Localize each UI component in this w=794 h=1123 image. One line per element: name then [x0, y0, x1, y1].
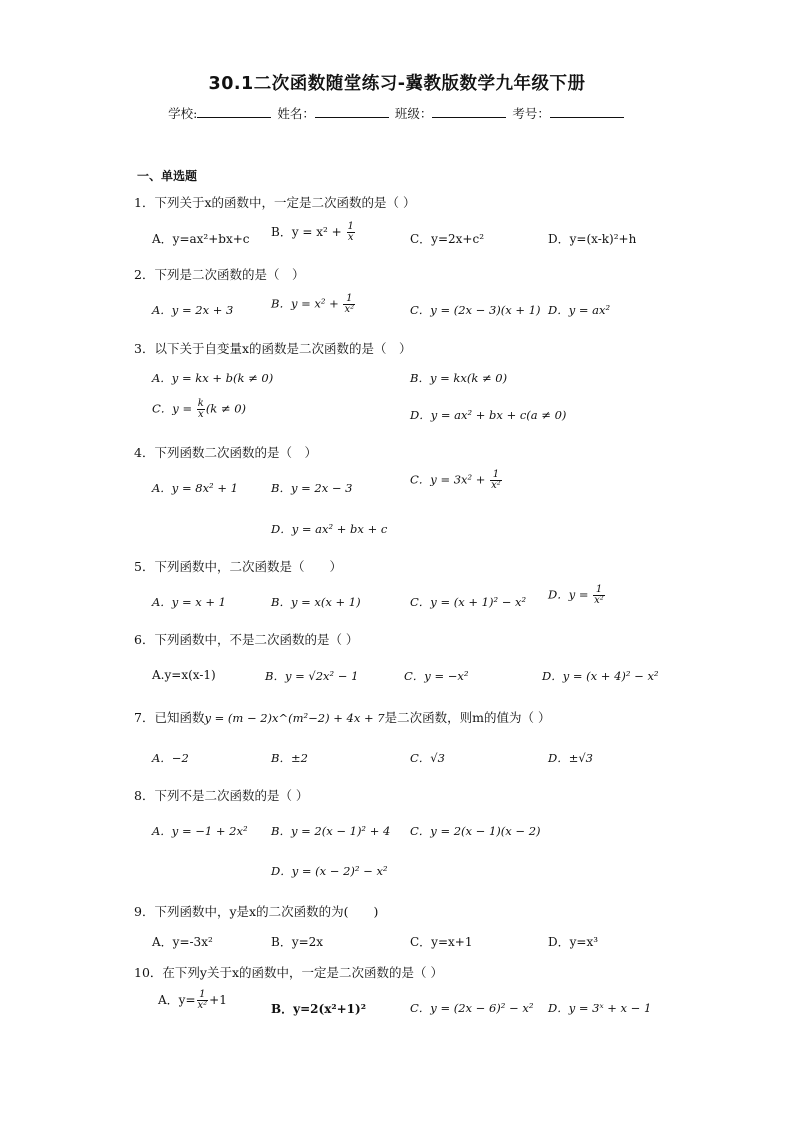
question-10: 10．在下列y关于x的函数中，一定是二次函数的是（ ）	[134, 965, 443, 980]
q8-option-c[interactable]: C．y = 2(x − 1)(x − 2)	[410, 824, 541, 838]
q2-option-d[interactable]: D．y = ax²	[548, 303, 611, 317]
question-6: 6．下列函数中，不是二次函数的是（ ）	[134, 632, 359, 647]
q8-option-a[interactable]: A．y = −1 + 2x²	[152, 824, 248, 838]
q1-option-b[interactable]: B．y = x² + $\frac{1}{x}$	[271, 221, 354, 243]
q4-option-a[interactable]: A．y = 8x² + 1	[152, 481, 238, 495]
q2-option-b[interactable]: B．y = x² + $\frac{1}{\text{x²}}$	[271, 293, 355, 315]
q10-option-a[interactable]: A．y= $\frac{1}{\text{x²}}$ +1	[158, 989, 227, 1011]
q6-option-a[interactable]: A.y=x(x-1)	[152, 668, 216, 682]
q10-option-d[interactable]: D．y = 3ˣ + x − 1	[548, 1001, 652, 1015]
section-heading: 一、单选题	[137, 169, 198, 183]
question-3: 3．以下关于自变量x的函数是二次函数的是（ ）	[134, 341, 412, 356]
q5-option-c[interactable]: C．y = (x + 1)² − x²	[410, 595, 527, 609]
question-1: 1．下列关于x的函数中，一定是二次函数的是（ ）	[134, 195, 416, 210]
q1-option-a[interactable]: A．y=ax²+bx+c	[152, 232, 250, 246]
q6-option-d[interactable]: D．y = (x + 4)² − x²	[542, 669, 659, 683]
q10-a-fraction: $\frac{1}{\text{x²}}$	[197, 989, 208, 1011]
class-field[interactable]	[432, 105, 506, 118]
question-5: 5．下列函数中，二次函数是（ ）	[134, 559, 342, 574]
question-4: 4．下列函数二次函数的是（ ）	[134, 445, 317, 460]
question-8: 8．下列不是二次函数的是（ ）	[134, 788, 309, 803]
q4-option-d[interactable]: D．y = ax² + bx + c	[271, 522, 388, 536]
student-info	[0, 104, 794, 122]
q4-option-c[interactable]: C．y = 3x² + $\frac{1}{\text{x²}}$	[410, 469, 501, 491]
q6-option-b[interactable]: B．y = √2x² − 1	[265, 669, 359, 683]
q9-option-c[interactable]: C．y=x+1	[410, 935, 473, 949]
q9-option-a[interactable]: A．y=-3x²	[152, 935, 213, 949]
id-label: 考号：	[512, 106, 550, 121]
q3-c-fraction: $\frac{k}{x}$	[197, 398, 204, 420]
q1-option-d[interactable]: D．y=(x-k)²+h	[548, 232, 637, 246]
school-label: 学校:	[168, 106, 198, 121]
question-7: 7．已知函数y = (m − 2)x^(m²−2) + 4x + 7是二次函数，则m的值为（ ）	[134, 710, 551, 725]
q2-b-fraction: $\frac{1}{\text{x²}}$	[344, 293, 355, 315]
q2-option-a[interactable]: A．y = 2x + 3	[152, 303, 234, 317]
q3-option-c[interactable]: C．y = $\frac{k}{x}$ (k ≠ 0)	[152, 398, 247, 420]
question-9: 9．下列函数中，y是x的二次函数的为( )	[134, 904, 379, 919]
id-field[interactable]	[550, 105, 624, 118]
q8-option-b[interactable]: B．y = 2(x − 1)² + 4	[271, 824, 391, 838]
q7-option-b[interactable]: B．±2	[271, 751, 308, 765]
q4-option-b[interactable]: B．y = 2x − 3	[271, 481, 353, 495]
q5-option-b[interactable]: B．y = x(x + 1)	[271, 595, 361, 609]
q2-option-c[interactable]: C．y = (2x − 3)(x + 1)	[410, 303, 541, 317]
q1-option-c[interactable]: C．y=2x+c²	[410, 232, 485, 246]
q5-option-d[interactable]: D．y = $\frac{1}{\text{x²}}$	[548, 584, 604, 606]
q8-option-d[interactable]: D．y = (x − 2)² − x²	[271, 864, 388, 878]
q7-option-a[interactable]: A．−2	[152, 751, 189, 765]
name-label: 姓名：	[277, 106, 315, 121]
q3-option-a[interactable]: A．y = kx + b(k ≠ 0)	[152, 371, 274, 385]
q1-b-fraction: $\frac{1}{x}$	[347, 221, 354, 243]
q5-option-a[interactable]: A．y = x + 1	[152, 595, 226, 609]
q3-option-b[interactable]: B．y = kx(k ≠ 0)	[410, 371, 508, 385]
q4-c-fraction: $\frac{1}{\text{x²}}$	[491, 469, 501, 491]
q10-option-b[interactable]: B．y=2(x²+1)²	[271, 1002, 366, 1016]
q7-function: y = (m − 2)x^(m²−2) + 4x + 7	[204, 711, 385, 725]
q3-option-d[interactable]: D．y = ax² + bx + c(a ≠ 0)	[410, 408, 567, 422]
q9-option-b[interactable]: B．y=2x	[271, 935, 324, 949]
class-label: 班级：	[394, 106, 433, 121]
q9-option-d[interactable]: D．y=x³	[548, 935, 599, 949]
name-field[interactable]	[315, 105, 389, 118]
school-field[interactable]	[197, 105, 271, 118]
question-2: 2．下列是二次函数的是（ ）	[134, 267, 305, 282]
q10-option-c[interactable]: C．y = (2x − 6)² − x²	[410, 1001, 534, 1015]
q7-option-d[interactable]: D．±√3	[548, 751, 594, 765]
page-title: 30.1二次函数随堂练习-冀教版数学九年级下册	[208, 74, 586, 94]
q7-option-c[interactable]: C．√3	[410, 751, 445, 765]
q6-option-c[interactable]: C．y = −x²	[404, 669, 469, 683]
q5-d-fraction: $\frac{1}{\text{x²}}$	[594, 584, 604, 606]
